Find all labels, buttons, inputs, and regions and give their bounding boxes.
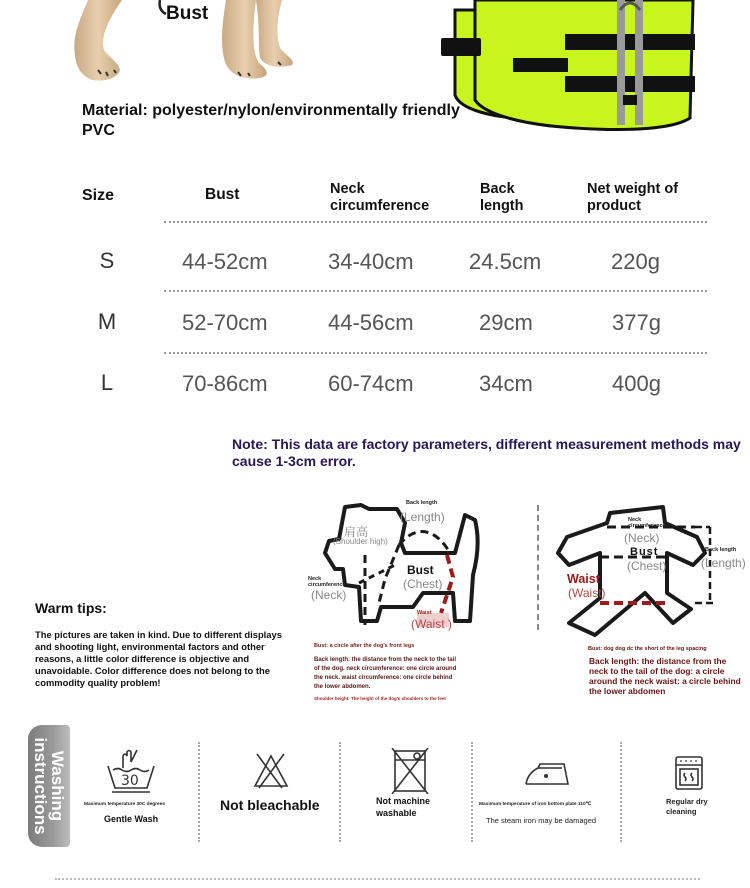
cell-bust: 44-52cm	[182, 249, 268, 274]
warm-tips-title: Warm tips:	[35, 600, 107, 616]
row-divider	[164, 352, 707, 354]
coat-length-label: (Length)	[701, 556, 746, 570]
cell-weight: 377g	[612, 310, 661, 335]
iron-warning: The steam iron may be damaged	[486, 816, 597, 825]
cell-bust: 70-86cm	[182, 371, 268, 396]
coat-neck-tiny: Neck circumference	[628, 517, 666, 529]
measurement-note: Note: This data are factory parameters, different measurement methods may cause 1-3cm error.	[232, 436, 741, 469]
cell-back: 34cm	[479, 371, 533, 396]
dry-clean-label: Regular dry cleaning	[666, 797, 708, 816]
cell-back: 24.5cm	[469, 249, 542, 274]
wash-divider	[471, 742, 473, 842]
not-machine-washable-label: Not machine washable	[376, 796, 431, 818]
gentle-wash-label: Gentle Wash	[104, 814, 159, 824]
dog-length-label: (Length)	[400, 510, 445, 524]
no-machine-wash-icon	[391, 748, 429, 794]
dog-measure-desc: Back length: the distance from the neck to the tail of the dog. neck circumference: one circle around the neck. waist circumference: one circle behind the lower abdomen.	[314, 657, 457, 690]
dog-chest-label: (Chest)	[403, 577, 443, 591]
bottom-divider	[55, 878, 700, 880]
dry-clean-icon	[674, 755, 704, 791]
cell-back: 29cm	[479, 310, 533, 335]
wash-divider	[339, 742, 341, 842]
dog-waist-tiny: Waist	[417, 610, 432, 616]
dog-neck-tiny: Neck circumference	[308, 576, 346, 588]
coat-waist-label: (Waist)	[568, 586, 606, 600]
row-divider	[164, 290, 707, 292]
diagram-divider	[537, 505, 539, 630]
washing-instructions-tag	[28, 725, 70, 847]
cell-neck: 44-56cm	[328, 310, 414, 335]
header-net-weight: Net weight of product	[587, 181, 679, 214]
not-bleachable-label: Not bleachable	[220, 797, 320, 813]
coat-waist-red: Waist	[567, 572, 600, 586]
coat-measure-desc: Back length: the distance from the neck to the tail of the dog: a circle around the neck waist: a circle behind the lower abdomen	[589, 656, 741, 696]
coat-chest-label: (Chest)	[627, 559, 667, 573]
dog-waist-label: (Waist )	[411, 617, 452, 631]
iron-temp: Maximum temperature of iron bottom plate 110℃	[479, 802, 592, 807]
dog-back-length-tiny: Back length	[406, 500, 438, 506]
row-divider	[164, 221, 707, 223]
cell-neck: 34-40cm	[328, 249, 414, 274]
cell-size: L	[100, 370, 114, 395]
coat-bust-desc: Bust: dog dog dc the short of the leg spacing	[588, 646, 707, 652]
coat-neck-label: (Neck)	[624, 531, 660, 545]
washing-instructions-label: Washing instructions	[31, 737, 67, 835]
wash-divider	[620, 742, 622, 842]
cell-weight: 220g	[611, 249, 660, 274]
cell-neck: 60-74cm	[328, 371, 414, 396]
iron-low-icon	[524, 758, 570, 786]
dog-neck-label: (Neck)	[311, 588, 347, 602]
no-bleach-icon	[252, 752, 290, 790]
header-back-length: Back length	[480, 181, 524, 214]
dog-bust-desc: Bust: a circle after the dog's front legs	[314, 643, 415, 649]
wash-divider	[198, 742, 200, 842]
gentle-wash-temp: Maximum temperature 30C degrees	[84, 802, 166, 807]
header-bust: Bust	[205, 186, 240, 203]
dog-bust-label: Bust	[407, 563, 434, 577]
life-vest-photo	[435, 0, 700, 132]
cell-weight: 400g	[612, 371, 661, 396]
cell-size: M	[97, 309, 117, 334]
header-neck: Neck circumference	[330, 181, 430, 214]
coat-bust-label: Bust	[630, 546, 659, 558]
bust-label: Bust	[166, 3, 209, 24]
dog-shoulder-desc: Shoulder height: The height of the dog's shoulders to the feet	[314, 696, 446, 701]
header-size: Size	[82, 187, 115, 204]
cell-size: S	[99, 248, 115, 273]
dog-shoulder-cn: 肩高	[344, 525, 369, 539]
svg-text:30: 30	[121, 773, 139, 789]
cell-bust: 52-70cm	[182, 310, 268, 335]
material-text: Material: polyester/nylon/environmentally friendly PVC	[82, 102, 460, 139]
dog-shoulder-label: (Shoulder high)	[333, 537, 388, 546]
hand-wash-30-icon	[105, 748, 157, 794]
coat-back-length-tiny: Back length	[705, 547, 737, 553]
warm-tips-body: The pictures are taken in kind. Due to different displays and shooting light, environmental factors and other reasons, a little color difference is objective and unavoidable. Color difference does not belong to the commodity quality problem!	[35, 629, 282, 688]
